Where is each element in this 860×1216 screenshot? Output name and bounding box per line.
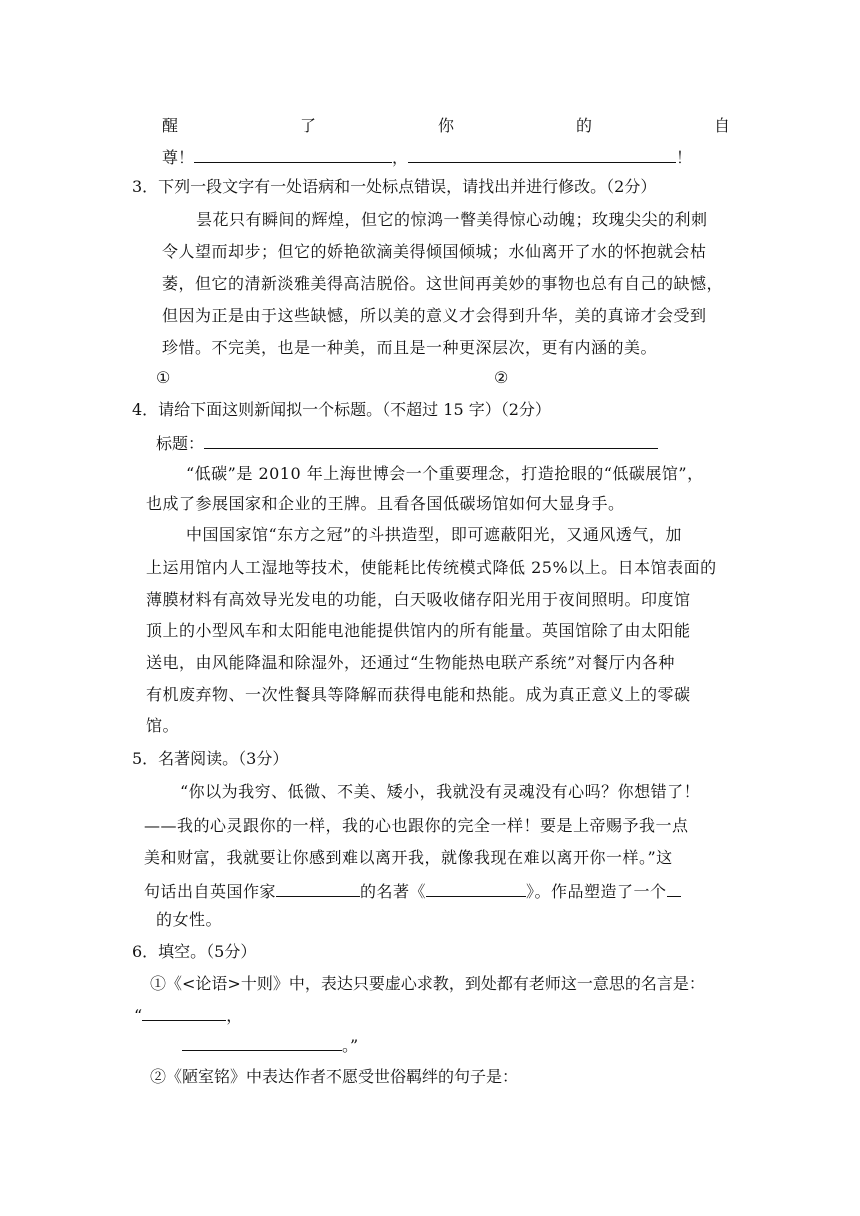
q2-answer-line xyxy=(162,148,692,166)
q2-prefix: 尊！ xyxy=(162,148,195,167)
q6-item-2: ②《陋室铭》中表达作者不愿受世俗羁绊的句子是： xyxy=(150,1067,519,1086)
q3-line: 萎，但它的清新淡雅美得高洁脱俗。这世间再美妙的事物也总有自己的缺憾， xyxy=(162,274,724,293)
q6-item-1-answer xyxy=(134,1006,242,1024)
q4-p1-line: 也成了参展国家和企业的王牌。且看各国低碳场馆如何大显身手。 xyxy=(146,494,625,513)
q5-text-b: 的名著《 xyxy=(360,882,427,901)
q3-line: 昙花只有瞬间的辉煌，但它的惊鸿一瞥美得惊心动魄；玫瑰尖尖的利刺 xyxy=(196,210,708,229)
q5-text-a: 句话出自英国作家 xyxy=(144,882,277,901)
q4-p2-line: 顶上的小型风车和太阳能电池能提供馆内的所有能量。英国馆除了由太阳能 xyxy=(146,621,691,640)
q2-char: 醒 xyxy=(162,116,179,135)
answer-blank[interactable] xyxy=(142,1006,226,1021)
character-blank[interactable] xyxy=(667,882,681,897)
q2-char: 的 xyxy=(575,116,592,135)
q3-mark-1: ① xyxy=(156,368,171,387)
q6-comma: ， xyxy=(226,1006,243,1025)
author-blank[interactable] xyxy=(276,882,360,897)
q5-quote-line: “你以为我穷、低微、不美、矮小，我就没有灵魂没有心吗？你想错了！ xyxy=(180,782,701,801)
q5-text-c: 》。作品塑造了一个 xyxy=(526,882,667,901)
q2-char: 你 xyxy=(437,116,454,135)
q4-p2-line: 薄膜材料有高效导光发电的功能，白天吸收储存阳光用于夜间照明。印度馆 xyxy=(146,590,691,609)
q2-spread-line xyxy=(162,118,730,134)
q5-quote-line: ——我的心灵跟你的一样，我的心也跟你的完全一样！要是上帝赐予我一点 xyxy=(144,816,689,835)
q4-heading: 4．请给下面这则新闻拟一个标题。（不超过 15 字）（2分） xyxy=(132,400,551,419)
q6-open-quote: “ xyxy=(134,1006,143,1025)
q2-end: ！ xyxy=(676,148,693,167)
q3-line: 令人望而却步；但它的娇艳欲滴美得倾国倾城；水仙离开了水的怀抱就会枯 xyxy=(162,242,707,261)
q5-fill-line xyxy=(144,882,681,900)
answer-blank[interactable] xyxy=(408,148,676,163)
q5-quote-line: 美和财富，我就要让你感到难以离开我，就像我现在难以离开你一样。”这 xyxy=(144,848,673,867)
q4-p1-line: “低碳”是 2010 年上海世博会一个重要理念，打造抢眼的“低碳展馆”， xyxy=(186,464,704,483)
q3-mark-2: ② xyxy=(494,368,509,387)
q6-item-1-answer-2 xyxy=(182,1036,358,1054)
q6-close-quote: 。” xyxy=(342,1036,359,1055)
q2-comma: ， xyxy=(392,148,409,167)
q6-heading: 6．填空。（5分） xyxy=(132,942,257,961)
q4-title-label: 标题： xyxy=(156,434,205,453)
q4-p2-line: 馆。 xyxy=(146,716,180,735)
q4-p2-line: 上运用馆内人工湿地等技术，使能耗比传统模式降低 25%以上。日本馆表面的 xyxy=(146,558,717,577)
q4-title-line xyxy=(156,434,658,452)
q4-p2-line: 送电，由风能降温和除湿外，还通过“生物能热电联产系统”对餐厅内各种 xyxy=(146,653,675,672)
answer-blank[interactable] xyxy=(182,1036,342,1051)
q3-line: 但因为正是由于这些缺憾，所以美的意义才会得到升华，美的真谛才会受到 xyxy=(162,306,707,325)
q4-p2-line: 中国国家馆“东方之冠”的斗拱造型，即可遮蔽阳光，又通风透气，加 xyxy=(186,525,682,544)
q5-line-5: 的女性。 xyxy=(156,910,223,929)
book-blank[interactable] xyxy=(426,882,526,897)
q3-line: 珍惜。不完美，也是一种美，而且是一种更深层次，更有内涵的美。 xyxy=(162,338,658,357)
q4-p2-line: 有机废弃物、一次性餐具等降解而获得电能和热能。成为真正意义上的零碳 xyxy=(146,685,691,704)
q2-char: 了 xyxy=(299,116,316,135)
q6-item-1: ①《<论语>十则》中，表达只要虚心求教，到处都有老师这一意思的名言是： xyxy=(150,974,705,993)
answer-blank[interactable] xyxy=(194,148,392,163)
q5-heading: 5．名著阅读。（3分） xyxy=(132,749,289,768)
title-blank[interactable] xyxy=(204,434,658,449)
q2-char: 自 xyxy=(713,116,730,135)
q3-heading: 3．下列一段文字有一处语病和一处标点错误，请找出并进行修改。（2分） xyxy=(132,177,657,196)
